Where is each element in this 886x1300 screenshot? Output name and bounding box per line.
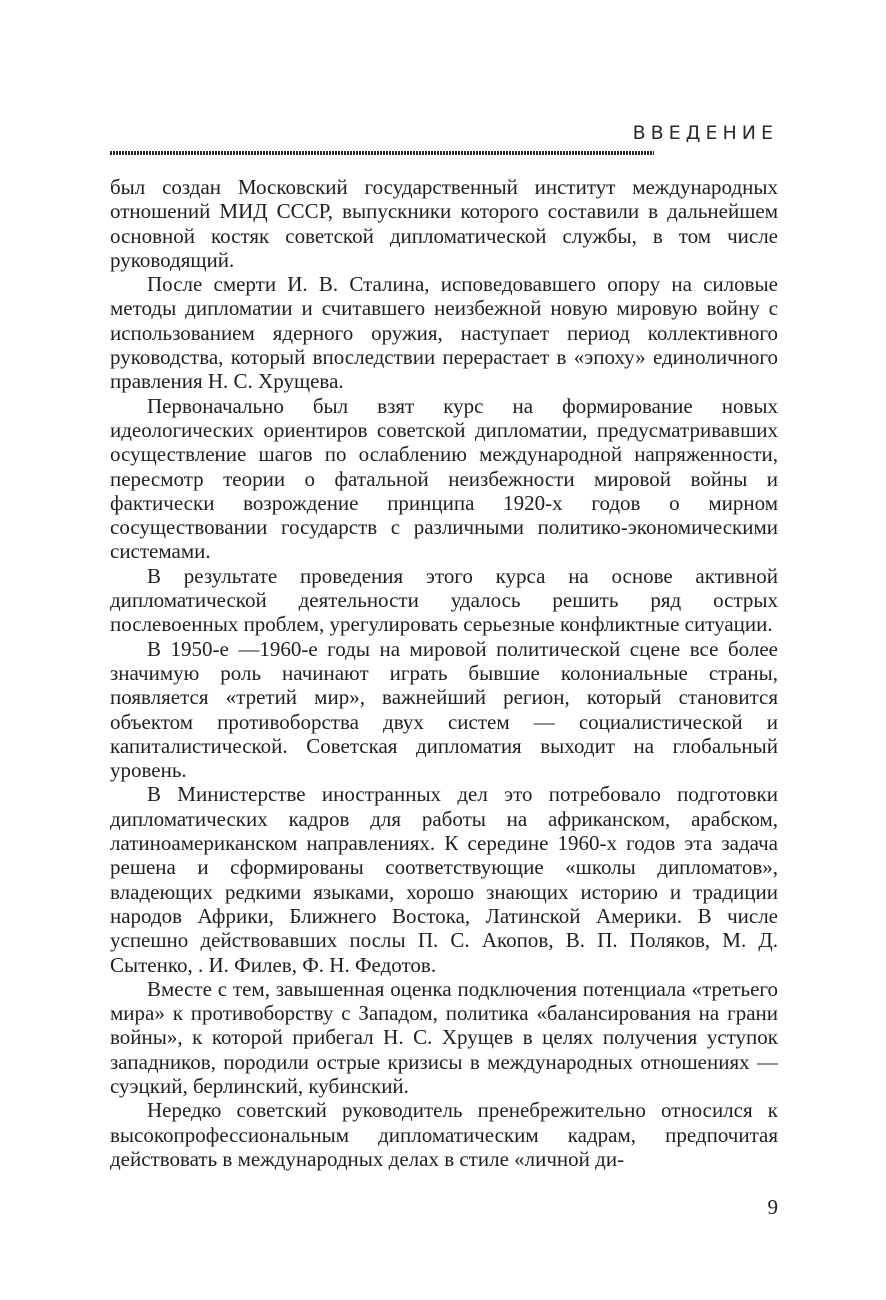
paragraph: Нередко советский руководитель пренебрежительно относился к высокопрофессиональным дипломатическим кадрам, предпочитая действовать в международных делах в стиле «личной ди- [110,1098,778,1171]
section-title: ВВЕДЕНИЕ [632,122,778,144]
paragraph: В 1950-е —1960-е годы на мировой политической сцене все более значимую роль начинают играть бывшие колониальные страны, появляется «третий мир», важнейший регион, который становится объектом противоборства двух систем — социалистической и капиталистической. Советская дипломатия выходит на глобальный уровень. [110,636,778,783]
paragraph: Первоначально был взят курс на формирование новых идеологических ориентиров советской дипломатии, предусматривавших осуществление шагов по ослаблению международной напряженности, пересмотр теории о фатальной неизбежности мировой войны и фактически возрождение принципа 1920-х годов о мирном сосуществовании государств с различными политико-экономическими системами. [110,393,778,564]
header-dotted-rule [110,151,654,155]
paragraph: В Министерстве иностранных дел это потребовало подготовки дипломатических кадров для работы на африканском, арабском, латиноамериканском направлениях. К середине 1960-х годов эта задача решена и сформированы соответствующие «школы дипломатов», владеющих редкими языками, хорошо знающих историю и традиции народов Африки, Ближнего Востока, Латинской Америки. В числе успешно действовавших послы П. С. Акопов, В. П. Поляков, М. Д. Сытенко, . И. Филев, Ф. Н. Федотов. [110,782,778,977]
paragraph: После смерти И. В. Сталина, исповедовавшего опору на силовые методы дипломатии и считавшего неизбежной новую мировую войну с использованием ядерного оружия, наступает период коллективного руководства, который впоследствии перерастает в «эпоху» единоличного правления Н. С. Хрущева. [110,272,778,394]
page-number: 9 [767,1195,778,1219]
paragraph: В результате проведения этого курса на основе активной дипломатической деятельности удалось решить ряд острых послевоенных проблем, урегулировать серьезные конфликтные ситуации. [110,563,778,637]
paragraph: Вместе с тем, завышенная оценка подключения потенциала «третьего мира» к противоборству с Западом, политика «балансирования на грани войны», к которой прибегал Н. С. Хрущев в целях получения уступок западников, породили острые кризисы в международных отношениях — суэцкий, берлинский, кубинский. [110,976,778,1098]
body-text [110,175,778,1171]
running-header [110,116,778,160]
paragraph: был создан Московский государственный институт международных отношений МИД СССР, выпускники которого составили в дальнейшем основной костяк советской дипломатической службы, в том числе руководящий. [110,175,778,272]
